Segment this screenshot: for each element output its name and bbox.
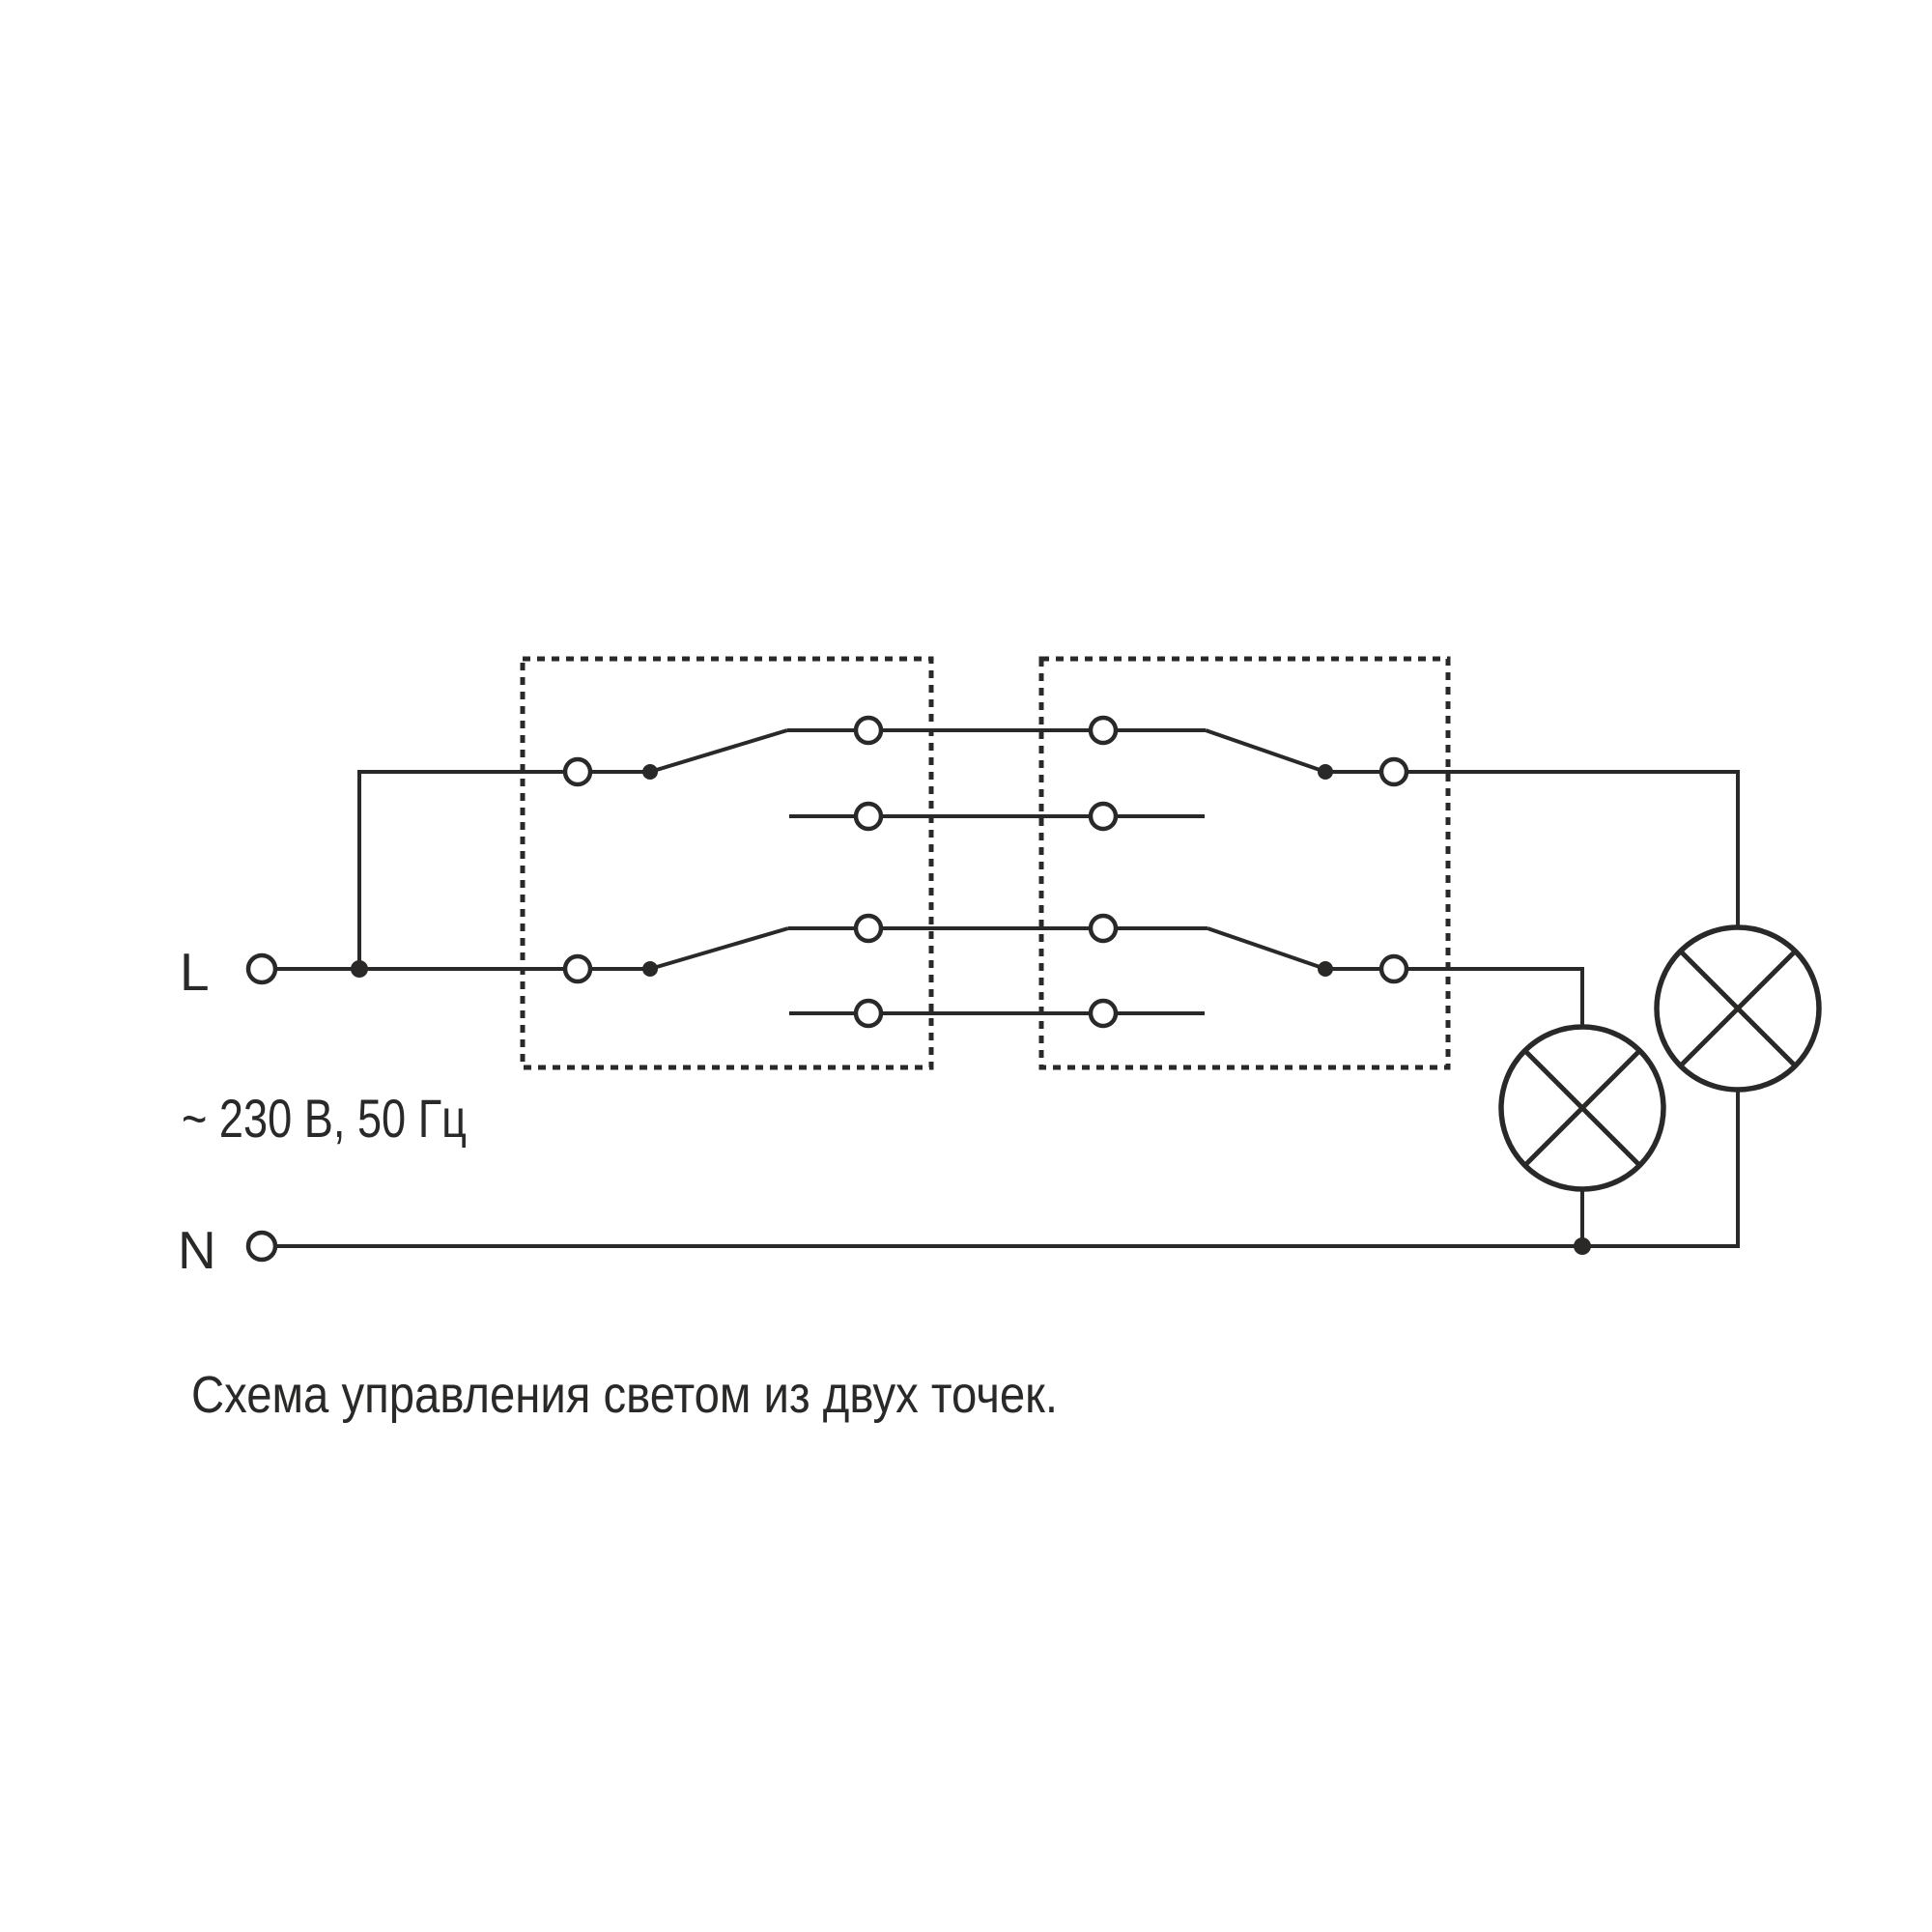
switch1-upper-throw1-terminal [856, 718, 881, 743]
switch1-lower-common-terminal [565, 956, 590, 981]
switch1-lower-throw2-terminal [856, 1001, 881, 1026]
switch1-lower-pivot-dot [642, 961, 658, 977]
switch1-lower-throw1-terminal [856, 916, 881, 941]
switch2-upper-throw2-terminal [1091, 804, 1116, 829]
caption-text: Схема управления светом из двух точек. [191, 1366, 1058, 1424]
lamp-right-symbol [1657, 927, 1819, 1090]
lamp-left-feed-wire [1325, 969, 1582, 1027]
line-riser-wire [359, 772, 650, 969]
switch1-lower-lever [650, 928, 788, 969]
neutral-junction-dot [1574, 1237, 1591, 1255]
switch2-upper-throw1-terminal [1091, 718, 1116, 743]
line-label: L [180, 942, 210, 1002]
wires [262, 730, 1738, 1246]
line-junction-dot [351, 960, 368, 978]
switch1-upper-common-terminal [565, 759, 590, 784]
neutral-input-terminal [248, 1233, 275, 1260]
switch2-lower-lever [1208, 928, 1325, 969]
switch2-upper-lever [1206, 730, 1325, 772]
switch1-upper-pivot-dot [642, 764, 658, 780]
supply-rating-label: ~ 230 В, 50 Гц [182, 1088, 467, 1149]
switch2-lower-throw1-terminal [1091, 916, 1116, 941]
line-input-terminal [248, 955, 275, 982]
switch2-upper-common-terminal [1381, 759, 1406, 784]
switch1-upper-lever [650, 730, 787, 772]
switch2-lower-throw2-terminal [1091, 1001, 1116, 1026]
switch2-lower-common-terminal [1381, 956, 1406, 981]
neutral-label: N [178, 1220, 216, 1280]
switch2-upper-pivot-dot [1318, 764, 1333, 780]
lamp-right-feed-wire [1325, 772, 1738, 927]
junction-dots [351, 764, 1591, 1255]
switch2-lower-pivot-dot [1318, 961, 1333, 977]
terminals [248, 718, 1406, 1260]
lamp-left-symbol [1501, 1027, 1663, 1189]
switch1-upper-throw2-terminal [856, 804, 881, 829]
